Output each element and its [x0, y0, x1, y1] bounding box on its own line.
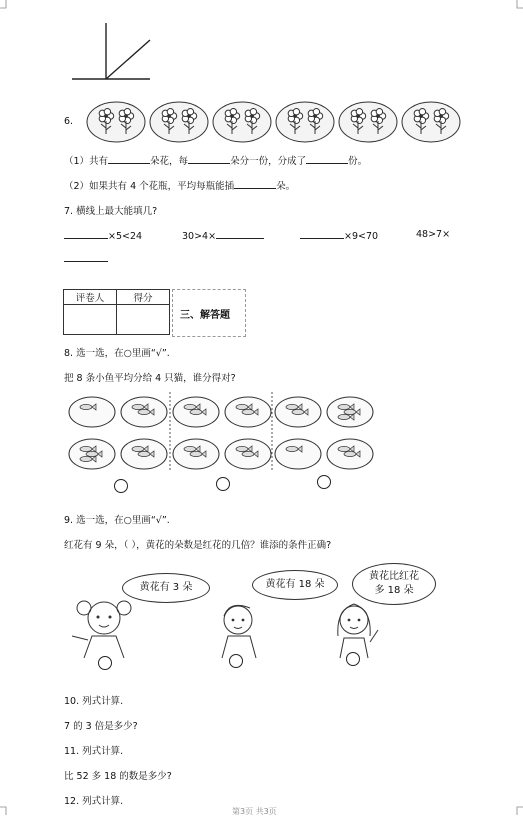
q9-option-c[interactable] — [346, 652, 360, 666]
q6-blank-total[interactable] — [108, 154, 150, 164]
page-footer: 第3页 共3页 — [232, 807, 277, 816]
fish-bowl — [275, 397, 321, 427]
fish-bowl — [173, 397, 219, 427]
q10-desc: 7 的 3 倍是多少? — [64, 721, 138, 732]
fish-bowl — [69, 439, 115, 469]
q9-option-b[interactable] — [229, 654, 243, 668]
girl-figure — [72, 601, 131, 658]
q12-title: 12. 列式计算. — [64, 796, 124, 807]
bubble-yellow-18: 黄花有 18 朵 — [252, 570, 338, 600]
fish-bowls-figure — [68, 392, 378, 472]
q7-title: 7. 横线上最大能填几? — [64, 206, 158, 217]
fish-bowl — [69, 397, 115, 427]
flower-pot — [213, 102, 271, 142]
bubble-line-2: 多 18 朵 — [374, 585, 414, 596]
q7-blank-2[interactable] — [216, 229, 264, 239]
fish-bowl — [173, 439, 219, 469]
bubble-yellow-3: 黄花有 3 朵 — [122, 573, 210, 603]
q11-desc: 比 52 多 18 的数是多少? — [64, 771, 172, 782]
fish-bowl — [327, 439, 373, 469]
q6-blank-parts[interactable] — [306, 154, 348, 164]
score-cell[interactable] — [117, 305, 170, 335]
q7-item-4: 48>7× — [416, 229, 451, 240]
flower-pot — [87, 102, 145, 142]
grader-table — [63, 289, 170, 335]
long-hair-girl-figure — [338, 604, 378, 658]
fish-bowl — [121, 439, 167, 469]
q6-number: 6. — [64, 116, 74, 127]
fish-bowl — [225, 397, 271, 427]
angle-figure — [68, 18, 158, 84]
q8-option-a[interactable] — [114, 479, 128, 493]
q7-blank-4[interactable] — [64, 252, 108, 262]
q9-desc: 红花有 9 朵，（ ），黄花的朵数是红花的几倍？谁添的条件正确? — [64, 540, 332, 551]
q8-title: 8. 选一选，在○里画“√”. — [64, 348, 170, 359]
q7-item-2: 30>4× — [182, 229, 264, 242]
grader-header: 评卷人 — [64, 290, 117, 305]
q6-blank-vase[interactable] — [234, 179, 276, 189]
q8-option-b[interactable] — [216, 477, 230, 491]
fish-bowl — [275, 439, 321, 469]
q8-option-c[interactable] — [317, 475, 331, 489]
q7-item-3: ×9<70 — [300, 229, 378, 242]
fish-bowl — [225, 439, 271, 469]
flower-pot — [402, 102, 460, 142]
boy-figure — [222, 605, 256, 658]
q6-blank-per[interactable] — [188, 154, 230, 164]
children-figures — [60, 590, 460, 660]
flower-pot — [150, 102, 208, 142]
bubble-line-1: 黄花比红花 — [369, 571, 419, 582]
flower-pots-row — [84, 100, 464, 144]
fish-bowl — [327, 397, 373, 427]
q9-option-a[interactable] — [98, 656, 112, 670]
flower-pot — [276, 102, 334, 142]
fish-bowl — [121, 397, 167, 427]
q6-line2: （2）如果共有 4 个花瓶，平均每瓶能插 朵。 — [64, 181, 296, 192]
flower-pot — [339, 102, 397, 142]
q7-item-1: ×5<24 — [64, 229, 142, 242]
score-header: 得分 — [117, 290, 170, 305]
q11-title: 11. 列式计算. — [64, 746, 124, 757]
q7-blank-1[interactable] — [64, 229, 108, 239]
q8-desc: 把 8 条小鱼平均分给 4 只猫，谁分得对? — [64, 373, 236, 384]
grader-cell[interactable] — [64, 305, 117, 335]
q6-line1: （1）共有 朵花，每 朵分一份，分成了 份。 — [64, 156, 368, 167]
q7-blank-3[interactable] — [300, 229, 344, 239]
section-title: 三、解答题 — [180, 310, 230, 321]
q9-title: 9. 选一选，在○里画“√”. — [64, 515, 170, 526]
q10-title: 10. 列式计算. — [64, 696, 124, 707]
